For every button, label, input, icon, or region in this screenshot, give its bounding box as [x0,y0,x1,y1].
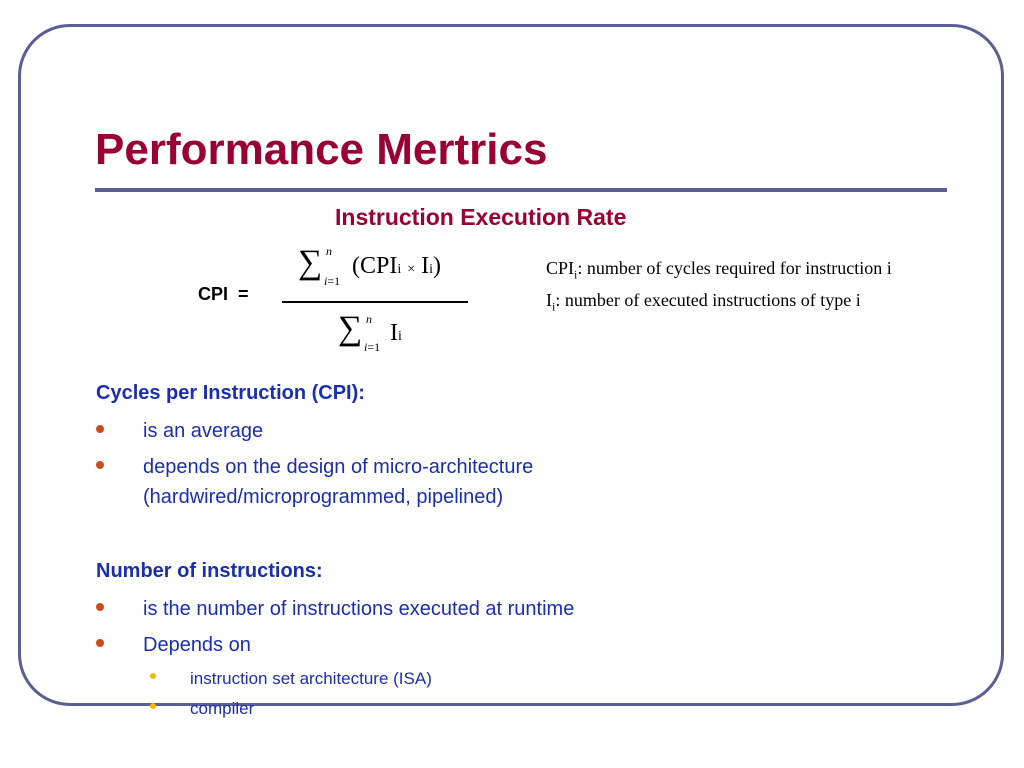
bullet-icon [96,639,104,647]
cpi-equation-label: CPI = [198,284,249,304]
denominator-upper-limit: n [366,312,372,326]
bullet-icon [96,461,104,469]
sub-bullet-icon [150,673,156,679]
slide-subtitle: Instruction Execution Rate [335,204,627,230]
cpi-formula [280,240,470,360]
section-heading-cpi: Cycles per Instruction (CPI): [96,382,365,404]
denominator-expression: Ii [390,320,402,346]
section-heading-instructions: Number of instructions: [96,560,323,582]
numerator-upper-limit: n [326,244,332,258]
title-underline [95,188,947,192]
definition-cpi-i: $CPI_i$: number of cycles required for instruction i [546,258,892,282]
numerator-lower-limit: i=1 [324,274,341,288]
fraction-bar [282,301,468,303]
slide-title: Performance Mertrics [95,125,548,174]
bullet-icon [96,603,104,611]
sub-bullet-icon [150,703,156,709]
definition-i-i: $I_i$: number of executed instructions of type i [546,290,861,314]
denominator-sum-symbol: ∑ [338,310,363,347]
denominator-lower-limit: i=1 [364,340,381,354]
numerator-expression: (CPIi × Ii) [352,253,442,279]
numerator-sum-symbol: ∑ [298,244,323,281]
bullet-icon [96,425,104,433]
